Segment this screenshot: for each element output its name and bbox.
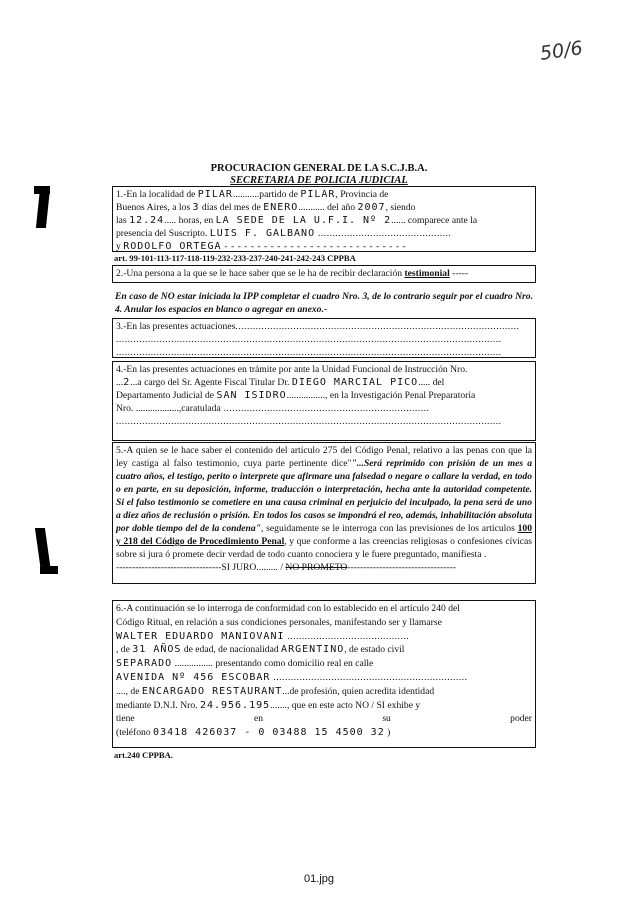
document-subtitle: SECRETARIA DE POLICIA JUDICIAL <box>230 175 408 186</box>
instruction-text: En caso de NO estar iniciada la IPP completar el cuadro Nro. 3, de lo contrario seguir por el cuadro Nro. 4. Anular los espacios en blanco o agregar en anexo.- <box>115 291 533 315</box>
instruction-box <box>112 289 536 317</box>
section-6-box <box>112 600 536 748</box>
folio-stamp: 50/6 <box>539 37 585 65</box>
section-1-box <box>112 186 536 252</box>
section-1-articles: art. 99-101-113-117-118-119-232-233-237-240-241-242-243 CPPBA <box>114 253 356 263</box>
margin-mark-bottom-foot <box>40 566 58 574</box>
document-title: PROCURACION GENERAL DE LA S.C.J.B.A. <box>210 163 428 174</box>
section-3-text: 3.-En las presentes actuaciones.................................................................................................. ..................................................................................................................................... ..................................................................................................................................... <box>116 321 520 358</box>
section-5-box <box>112 442 536 584</box>
section-4-box <box>112 361 536 441</box>
section-2-box <box>112 265 536 283</box>
section-1-text: 1.-En la localidad de PILAR...........partido de PILAR, Provincia de Buenos Aires, a los 3 días del mes de ENERO........... del año 2007, siendo las 12.24..... horas, en LA SEDE DE LA U.F.I. Nº 2...... comparece ante la presencia del Suscripto. LUIS F. GALBANO .............................................. y RODOLFO ORTEGA - - - - - - - - - - - - - - - - - - - - - - - - - - - - <box>116 189 478 252</box>
margin-mark-top <box>36 188 50 228</box>
section-6-text: 6.-A continuación se lo interroga de conformidad con lo establecido en el artículo 240 del Código Ritual, en relación a sus condiciones personales, manifestando ser y llamarse WALTER EDUARDO MANIOVANI .......................................... , de 31 AÑOS de edad, de nacionalidad ARGENTINO, de estado civil SEPARADO ................ presentando como domicilio real en calle AVENIDA Nº 456 ESCOBAR ................................................................... ...., de ENCARGADO RESTAURANT...de profesión, quien acredita identidad mediante D.N.I. Nro. 24.956.195......., que en este acto NO / SI exhibe y tiene en su poder (teléfono 03418 426037 - 0 03488 15 4500 32 ) <box>116 603 532 739</box>
section-6-articles: art.240 CPPBA. <box>114 750 173 760</box>
margin-mark-top-head <box>34 186 50 194</box>
section-4-text: 4.-En las presentes actuaciones en trámite por ante la Unidad Funcional de Instrucción Nro. ...2...a cargo del Sr. Agente Fiscal Titular Dr. DIEGO MARCIAL PICO..... del Departamento Judicial de SAN ISIDRO................, en la Investigación Penal Preparatoria Nro. ..................,caratulada ....................................................................... ..................................................................................................................................... <box>116 364 502 427</box>
section-5-text: 5.-A quien se le hace saber el contenido del artículo 275 del Código Penal, relativo a las penas con que la ley castiga al falso testimonio, cuya parte pertinente dice""...Será reprimido con prisión de un mes a cuatro años, el testigo, perito o interprete que afirmare una falsedad o negare o callare la verdad, en todo o en parte, en su deposición, informe, traducción o interpretación, hecha ante la autoridad competente. Si el falso testimonio se cometiere en una causa criminal en perjuicio del inculpado, la pena será de uno a diez años de reclusión o prisión. En todos los casos se impondrá el reo, además, inhabilitación absoluta por doble tiempo del de la condena", seguidamente se le interroga con las previsiones de los artículos 100 y 218 del Código de Procedimiento Penal, y que conforme a las creencias religiosas o confesiones cívicas sobre si jura ó promete decir verdad de todo cuanto conociera y le fuere preguntado, manifiesta . ---------------------------------SI JURO......... / NO PROMETO---------------------------------- <box>116 445 532 573</box>
section-2-text: 2.-Una persona a la que se le hace saber que se le ha de recibir declaración testimonial ----- <box>116 268 469 279</box>
file-name-caption: 01.jpg <box>304 873 334 885</box>
section-3-box <box>112 318 536 358</box>
